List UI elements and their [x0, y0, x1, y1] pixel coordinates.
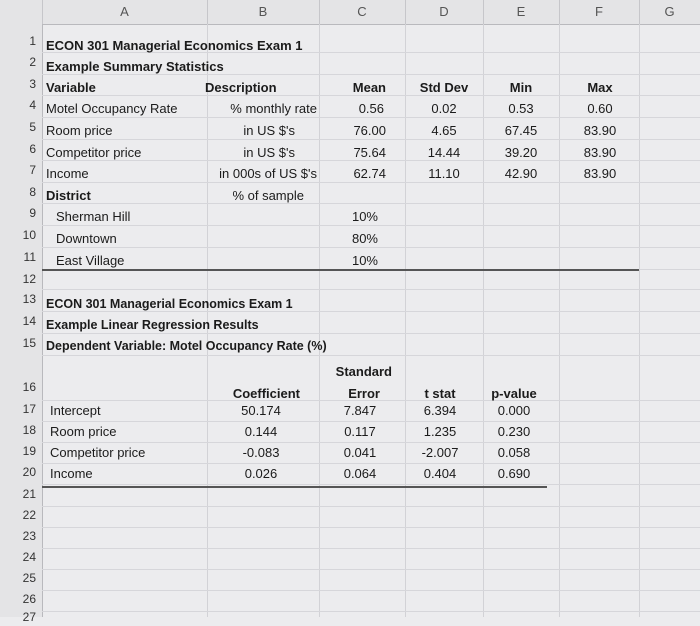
regression-title: ECON 301 Managerial Economics Exam 1 [46, 297, 293, 311]
regression-t: 0.404 [423, 466, 457, 481]
grid-line [42, 289, 700, 290]
summary-max: 83.90 [583, 145, 617, 160]
grid-line [42, 569, 700, 570]
summary-variable: Competitor price [46, 145, 142, 160]
summary-description: % monthly rate [230, 101, 317, 116]
header-p-value: p-value [491, 386, 537, 401]
summary-min: 67.45 [504, 123, 538, 138]
header-max: Max [587, 80, 613, 95]
regression-var-name: Intercept [50, 403, 101, 418]
summary-mean: 0.56 [358, 101, 384, 116]
header-mean: Mean [352, 80, 386, 95]
grid-line [42, 484, 700, 485]
district-pct: 80% [351, 231, 378, 246]
column-header-d[interactable]: D [405, 0, 484, 24]
summary-mean: 75.64 [353, 145, 386, 160]
summary-std-dev: 11.10 [428, 166, 460, 181]
district-description: % of sample [232, 188, 304, 203]
dependent-variable: Dependent Variable: Motel Occupancy Rate (%) [46, 339, 327, 353]
summary-max: 83.90 [583, 123, 617, 138]
grid-line [42, 203, 700, 204]
regression-coef: 50.174 [241, 403, 281, 418]
district-name: East Village [56, 253, 125, 268]
row-header[interactable]: 12 [22, 272, 36, 286]
regression-p: 0.000 [497, 403, 531, 418]
summary-max: 83.90 [583, 166, 617, 181]
row-header[interactable]: 26 [22, 592, 36, 606]
column-header-a[interactable]: A [42, 0, 208, 24]
grid-line [42, 139, 700, 140]
regression-coef: 0.026 [244, 466, 278, 481]
grid-line [42, 95, 700, 96]
grid-line [42, 590, 700, 591]
district-pct: 10% [351, 209, 378, 224]
regression-p: 0.058 [497, 445, 531, 460]
district-pct: 10% [351, 253, 378, 268]
grid-line [42, 225, 700, 226]
column-header-b[interactable]: B [207, 0, 320, 24]
summary-mean: 76.00 [353, 123, 386, 138]
row-header[interactable]: 2 [29, 55, 36, 69]
regression-var-name: Room price [50, 424, 117, 439]
column-header-g[interactable]: G [664, 4, 675, 19]
grid-line [42, 355, 700, 356]
summary-description: in 000s of US $'s [219, 166, 317, 181]
row-header[interactable]: 5 [29, 120, 36, 134]
row-header[interactable]: 7 [29, 163, 36, 177]
grid-line [42, 463, 700, 464]
summary-min: 39.20 [504, 145, 538, 160]
grid-line [42, 442, 700, 443]
row-header[interactable]: 23 [22, 529, 36, 543]
summary-subtitle: Example Summary Statistics [46, 59, 224, 74]
header-description: Description [205, 80, 277, 95]
summary-std-dev: 0.02 [431, 101, 457, 116]
row-header[interactable]: 6 [29, 142, 36, 156]
regression-se: 7.847 [343, 403, 377, 418]
grid-line [42, 506, 700, 507]
district-label: District [46, 188, 91, 203]
summary-variable: Room price [46, 123, 113, 138]
row-header[interactable]: 27 [22, 610, 36, 624]
column-header-bar [0, 0, 700, 25]
row-header[interactable]: 24 [22, 550, 36, 564]
header-variable: Variable [46, 80, 96, 95]
regression-var-name: Income [50, 466, 93, 481]
grid-line [42, 182, 700, 183]
select-all-corner[interactable] [0, 0, 43, 24]
summary-min: 0.53 [508, 101, 534, 116]
grid-line [42, 548, 700, 549]
grid-line [42, 611, 700, 612]
header-std-dev: Std Dev [419, 80, 469, 95]
row-header[interactable]: 4 [29, 98, 36, 112]
column-header-e[interactable]: E [483, 0, 560, 24]
summary-title: ECON 301 Managerial Economics Exam 1 [46, 38, 303, 53]
grid-line [42, 311, 700, 312]
row-header[interactable]: 21 [22, 487, 36, 501]
regression-p: 0.690 [497, 466, 531, 481]
summary-std-dev: 4.65 [431, 123, 457, 138]
column-header-f[interactable]: F [559, 0, 640, 24]
summary-variable: Income [46, 166, 89, 181]
regression-var-name: Competitor price [50, 445, 146, 460]
grid-line [42, 527, 700, 528]
row-header[interactable]: 22 [22, 508, 36, 522]
summary-mean: 62.74 [353, 166, 386, 181]
row-header[interactable]: 19 [22, 444, 36, 458]
row-header[interactable]: 15 [22, 336, 36, 350]
regression-t: -2.007 [421, 445, 459, 460]
row-header[interactable]: 18 [22, 423, 36, 437]
regression-t: 6.394 [423, 403, 457, 418]
summary-min: 42.90 [504, 166, 538, 181]
row-header[interactable]: 3 [29, 77, 36, 91]
row-header[interactable]: 20 [22, 465, 36, 479]
regression-t: 1.235 [423, 424, 457, 439]
summary-std-dev: 14.44 [427, 145, 461, 160]
grid-line [42, 117, 700, 118]
regression-se: 0.041 [343, 445, 377, 460]
row-header[interactable]: 10 [22, 228, 36, 242]
row-header[interactable]: 16 [22, 380, 36, 394]
column-header-c[interactable]: C [319, 0, 406, 24]
district-name: Downtown [56, 231, 117, 246]
regression-subtitle: Example Linear Regression Results [46, 318, 259, 332]
row-header[interactable]: 13 [22, 292, 36, 306]
grid-line [42, 160, 700, 161]
summary-max: 0.60 [587, 101, 613, 116]
grid-line [42, 74, 700, 75]
header-error: Error [348, 386, 380, 401]
row-header[interactable]: 25 [22, 571, 36, 585]
header-coefficient: Coefficient [232, 386, 300, 401]
regression-p: 0.230 [497, 424, 531, 439]
row-header[interactable]: 17 [22, 402, 36, 416]
grid-line [42, 333, 700, 334]
regression-se: 0.064 [343, 466, 377, 481]
regression-se: 0.117 [344, 424, 376, 439]
regression-coef: 0.144 [244, 424, 278, 439]
grid-line [42, 247, 700, 248]
header-t-stat: t stat [424, 386, 456, 401]
grid-line [42, 421, 700, 422]
row-header[interactable]: 1 [29, 34, 36, 48]
summary-description: in US $'s [243, 145, 295, 160]
summary-description: in US $'s [243, 123, 295, 138]
regression-coef: -0.083 [242, 445, 280, 460]
header-standard: Standard [335, 364, 392, 379]
district-name: Sherman Hill [56, 209, 131, 224]
row-header[interactable]: 9 [29, 206, 36, 220]
row-header[interactable]: 11 [23, 250, 36, 264]
header-min: Min [509, 80, 533, 95]
row-header[interactable]: 14 [22, 314, 36, 328]
summary-variable: Motel Occupancy Rate [46, 101, 178, 116]
row-header[interactable]: 8 [29, 185, 36, 199]
